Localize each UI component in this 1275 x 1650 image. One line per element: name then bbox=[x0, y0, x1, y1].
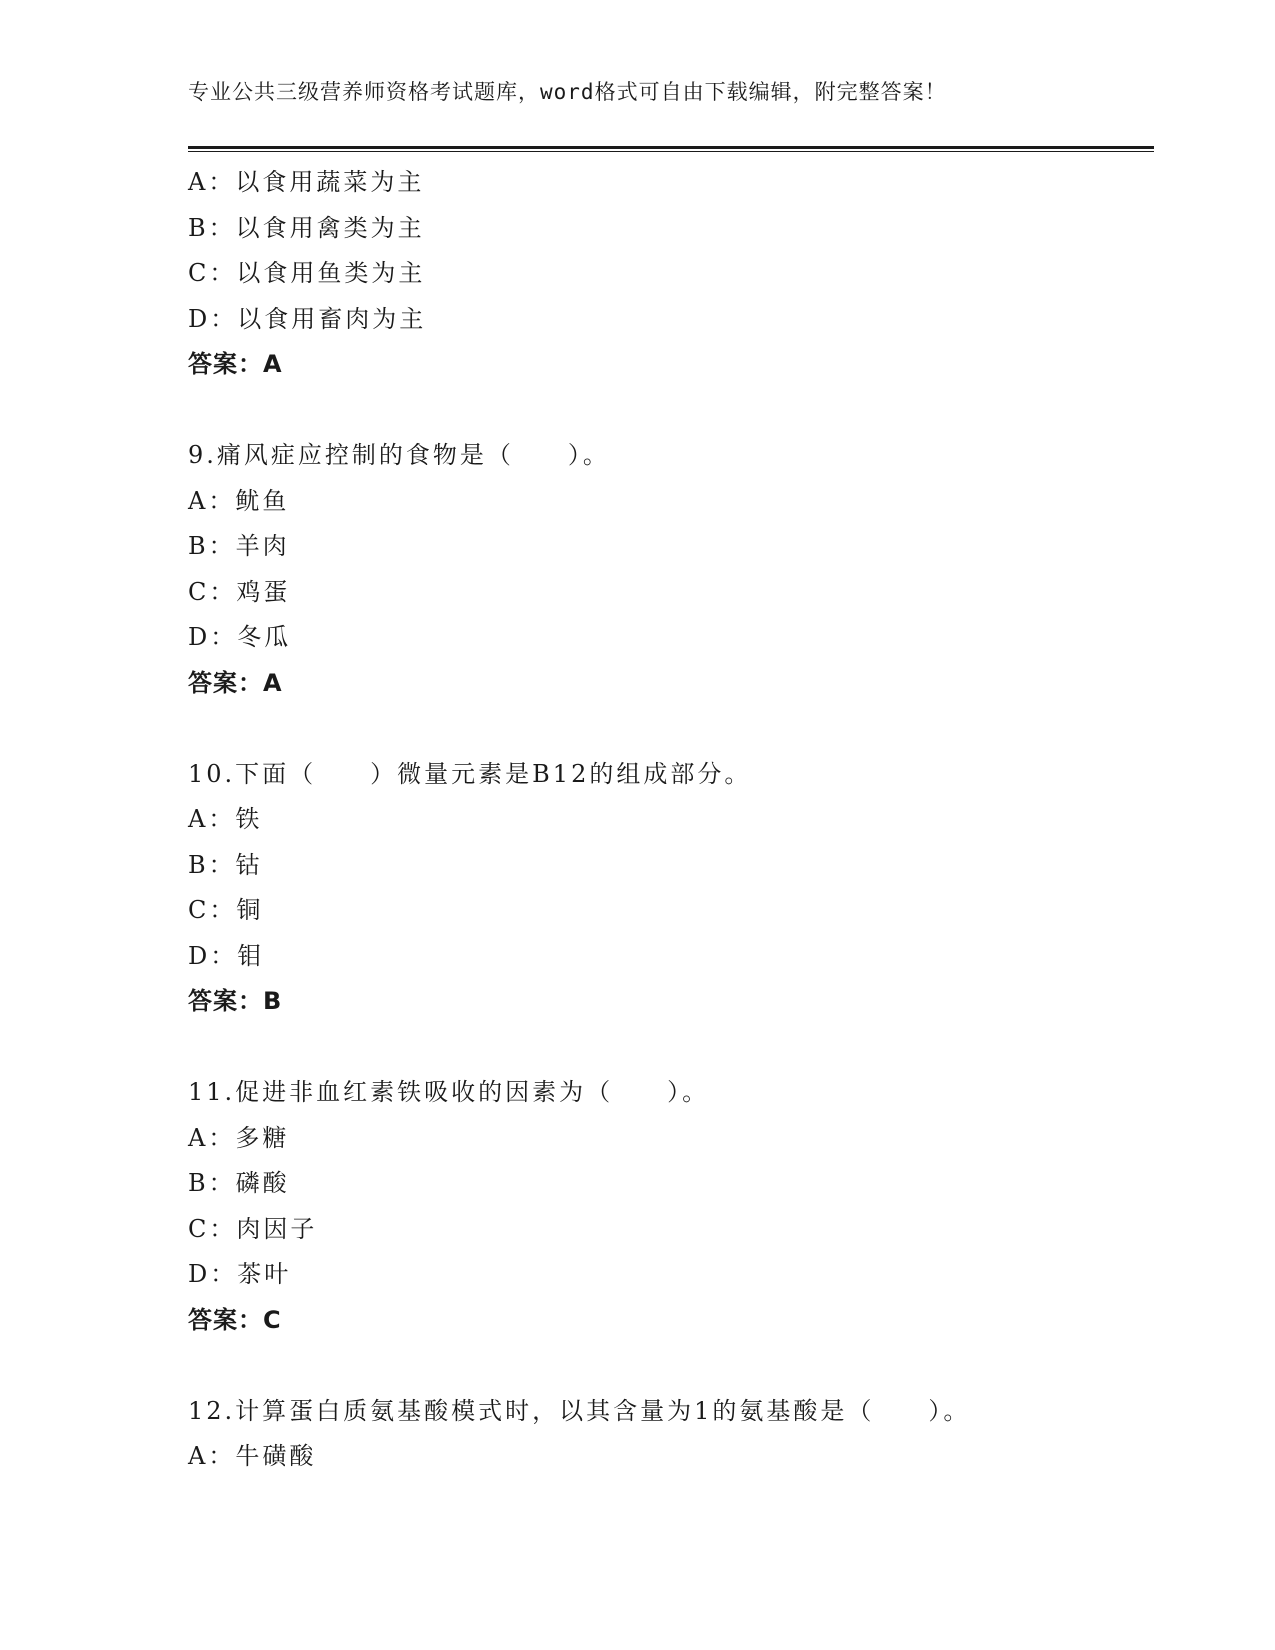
question-text: 9.痛风症应控制的食物是（ ）。 bbox=[188, 441, 610, 469]
question-block bbox=[188, 1070, 1148, 1343]
answer: 答案：B bbox=[188, 987, 283, 1015]
question-text: 12.计算蛋白质氨基酸模式时，以其含量为1的氨基酸是（ ）。 bbox=[188, 1396, 971, 1425]
spacer bbox=[188, 1343, 1148, 1389]
option-c: C：铜 bbox=[188, 896, 264, 924]
page-header: 专业公共三级营养师资格考试题库，word格式可自由下载编辑，附完整答案！ bbox=[188, 80, 947, 104]
answer: 答案：A bbox=[188, 668, 283, 697]
question-text: 11.促进非血红素铁吸收的因素为（ ）。 bbox=[188, 1078, 710, 1106]
option-c: C：以食用鱼类为主 bbox=[188, 259, 426, 287]
option-a: A：多糖 bbox=[188, 1123, 290, 1152]
header-rule-thick bbox=[188, 146, 1154, 149]
option-a: A：牛磺酸 bbox=[188, 1442, 317, 1470]
option-d: D：钼 bbox=[188, 941, 265, 970]
answer: 答案：A bbox=[188, 350, 283, 378]
question-block bbox=[188, 752, 1148, 1025]
option-b: B：钴 bbox=[188, 850, 263, 879]
option-d: D：冬瓜 bbox=[188, 623, 292, 651]
question-block bbox=[188, 1389, 1148, 1480]
question-text: 10.下面（ ）微量元素是B12的组成部分。 bbox=[188, 759, 752, 788]
option-d: D：茶叶 bbox=[188, 1260, 292, 1288]
option-a: A：鱿鱼 bbox=[188, 486, 290, 515]
spacer bbox=[188, 706, 1148, 752]
option-d: D：以食用畜肉为主 bbox=[188, 304, 427, 333]
option-b: B：以食用禽类为主 bbox=[188, 213, 425, 242]
option-a: A：以食用蔬菜为主 bbox=[188, 168, 425, 196]
spacer bbox=[188, 1025, 1148, 1071]
option-a: A：铁 bbox=[188, 805, 263, 833]
option-c: C：肉因子 bbox=[188, 1214, 318, 1243]
question-block bbox=[188, 433, 1148, 706]
question-list bbox=[188, 160, 1148, 1480]
question-block bbox=[188, 160, 1148, 388]
spacer bbox=[188, 388, 1148, 434]
answer: 答案：C bbox=[188, 1305, 282, 1334]
option-c: C：鸡蛋 bbox=[188, 577, 291, 606]
option-b: B：磷酸 bbox=[188, 1169, 290, 1197]
option-b: B：羊肉 bbox=[188, 532, 290, 560]
header-rule-thin bbox=[188, 151, 1154, 152]
